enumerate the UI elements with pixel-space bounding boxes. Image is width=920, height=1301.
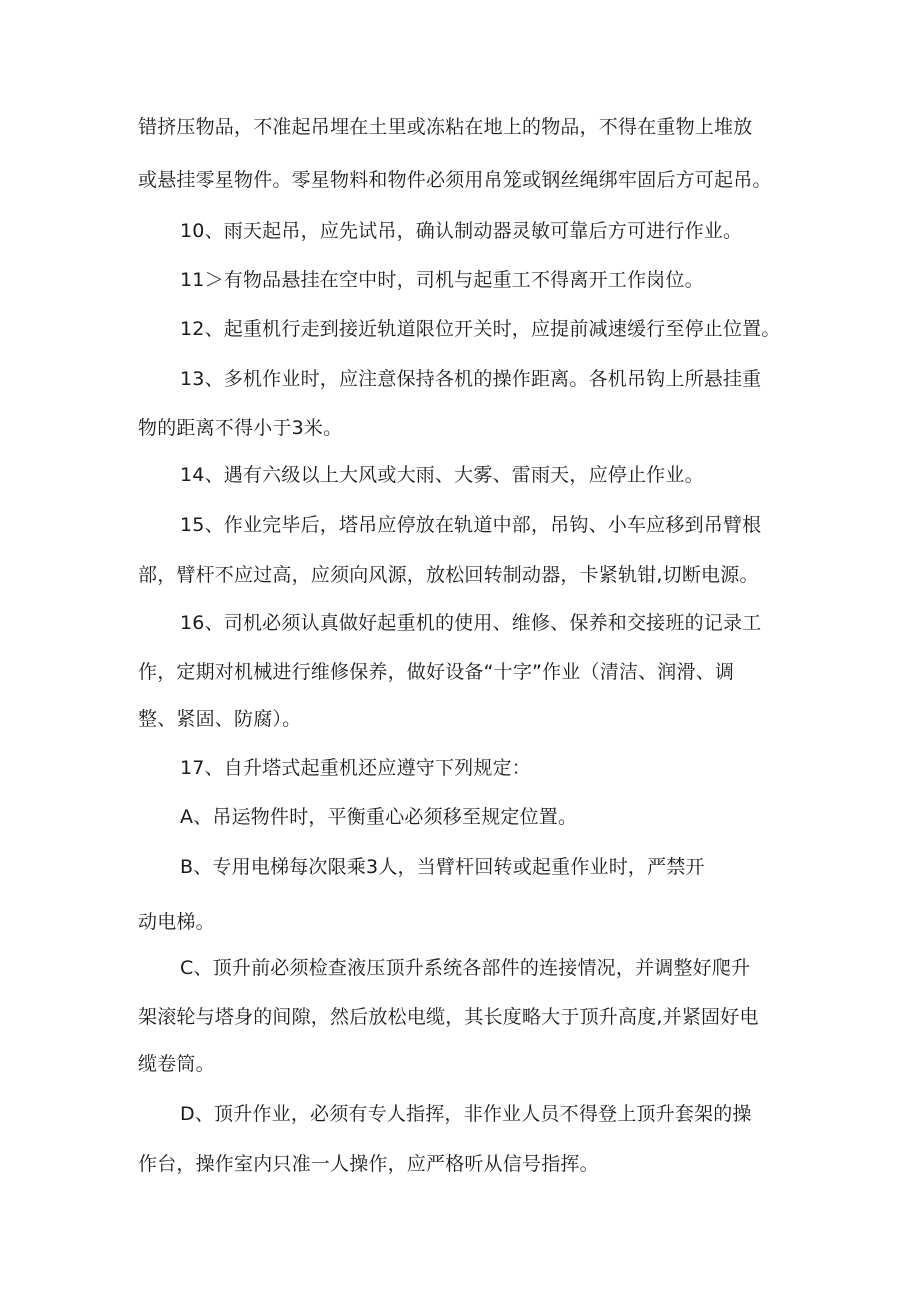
text-line: 14、遇有六级以上大风或大雨、大雾、雷雨天，应停止作业。: [180, 464, 704, 486]
text-line: 13、多机作业时，应注意保持各机的操作距离。各机吊钩上所悬挂重: [180, 368, 762, 390]
text-line: 错挤压物品，不准起吊埋在土里或冻粘在地上的物品，不得在重物上堆放: [138, 116, 753, 138]
text-line: 或悬挂零星物件。零星物料和物件必须用帛笼或钢丝绳绑牢固后方可起吊。: [138, 169, 772, 191]
text-line: A、吊运物件时，平衡重心必须移至规定位置。: [180, 806, 578, 828]
text-line: D、顶升作业，必须有专人指挥，非作业人员不得登上顶升套架的操: [180, 1103, 752, 1125]
text-line: 10、雨天起吊，应先试吊，确认制动器灵敏可靠后方可进行作业。: [180, 220, 743, 242]
text-line: 物的距离不得小于3米。: [138, 417, 343, 439]
text-line: 16、司机必须认真做好起重机的使用、维修、保养和交接班的记录工: [180, 612, 762, 634]
text-line: 12、起重机行走到接近轨道限位开关时，应提前减速缓行至停止位置。: [180, 318, 781, 340]
text-line: 架滚轮与塔身的间隙，然后放松电缆，其长度略大于顶升高度,并紧固好电: [138, 1006, 759, 1028]
text-line: 作，定期对机械进行维修保养，做好设备“十字”作业（清洁、润滑、调: [138, 661, 735, 683]
text-line: 缆卷筒。: [138, 1053, 215, 1075]
text-line: 动电梯。: [138, 911, 215, 933]
text-line: C、顶升前必须检查液压顶升系统各部件的连接情况，并调整好爬升: [180, 957, 751, 979]
text-line: 部，臂杆不应过高，应须向风源，放松回转制动器，卡紧轨钳,切断电源。: [138, 564, 759, 586]
text-line: 11＞有物品悬挂在空中时，司机与起重工不得离开工作岗位。: [180, 269, 704, 291]
text-line: 整、紧固、防腐）。: [138, 708, 302, 730]
text-line: B、专用电梯每次限乘3人，当臂杆回转或起重作业时，严禁开: [180, 856, 705, 878]
text-line: 15、作业完毕后，塔吊应停放在轨道中部，吊钩、小车应移到吊臂根: [180, 514, 762, 536]
text-line: 17、自升塔式起重机还应遵守下列规定：: [180, 757, 531, 779]
text-line: 作台，操作室内只准一人操作，应严格听从信号指挥。: [138, 1153, 599, 1175]
